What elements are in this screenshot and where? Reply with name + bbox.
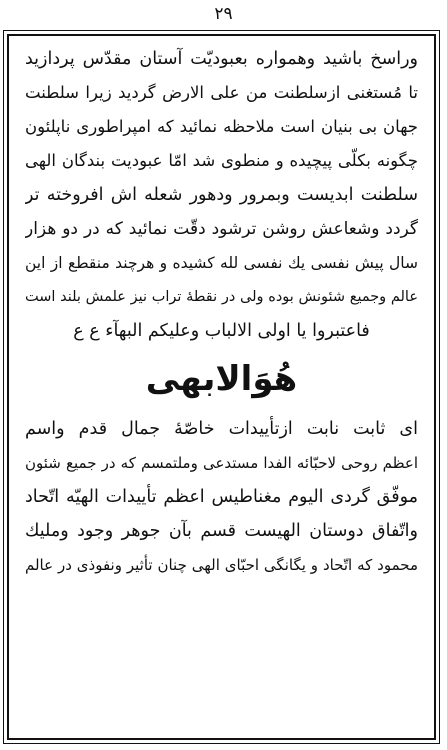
- text-line: اعظم روحی لاحبّائه الفدا مستدعی وملتمسم که در جمیع شئون: [25, 454, 418, 472]
- text-line: سلطنت ابدیست وبمرور ودهور شعله اش افروخته تر: [25, 185, 418, 205]
- text-body: [25, 42, 418, 734]
- text-line: تا مُستغنی ازسلطنت من علی الارض گردید زیرا سلطنت: [25, 83, 418, 102]
- text-line: موفّق گردی الیوم مغناطیس اعظم تأییدات الهیّه اتّحاد: [25, 487, 418, 507]
- text-line: محمود که اتّحاد و یگانگی احبّای الهی چنان تأثیر ونفوذی در عالم: [25, 556, 418, 574]
- text-line: گردد وشعاعش روشن ترشود دقّت نمائید که در دو هزار: [25, 219, 418, 239]
- text-line: ای ثابت نابت ازتأییدات خاصّهٔ جمال قدم واسم: [25, 419, 418, 439]
- closing-line: فاعتبروا یا اولی الالباب وعلیکم البهآء ع ع: [73, 321, 370, 341]
- text-line: چگونه بکلّی پیچیده و منطوی شد امّا عبودیت بندگان الهی: [25, 151, 418, 170]
- text-line: وراسخ باشید وهمواره بعبودیّت آستان مقدّس پردازید: [25, 49, 418, 69]
- page-frame: [7, 34, 436, 740]
- text-line: عالم وجمیع شئونش بوده ولی در نقطهٔ تراب نیز علمش بلند است: [25, 289, 418, 305]
- text-line: جهان بی بنیان است ملاحظه نمائید که امپراطوری ناپلئون: [25, 117, 418, 136]
- text-line: سال پیش نفسی یك نفسی لله کشیده و هرچند منقطع از این: [25, 254, 418, 272]
- page-number: ۲۹: [214, 4, 233, 24]
- section-heading: هُوَالابهی: [145, 359, 298, 399]
- text-line: واتّفاق دوستان الهیست قسم بآن جوهر وجود وملیك: [25, 521, 418, 541]
